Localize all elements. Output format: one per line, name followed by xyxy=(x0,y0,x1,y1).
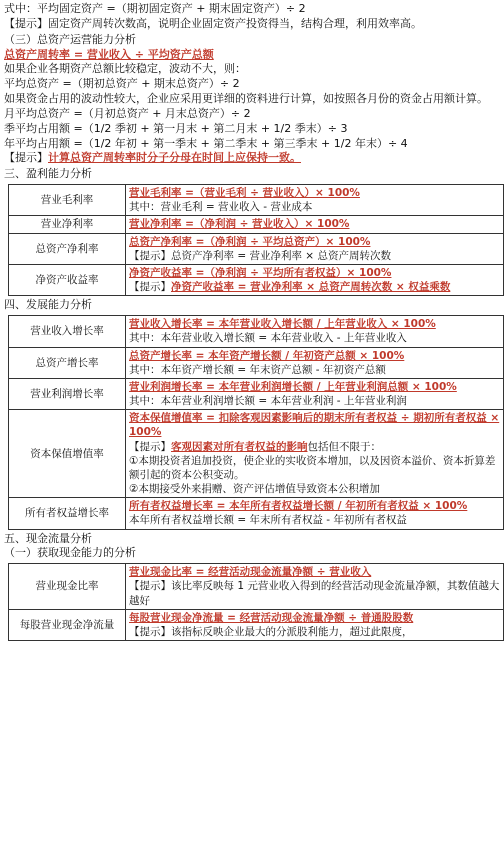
row-formula: 营业毛利率 =（营业毛利 ÷ 营业收入）× 100% xyxy=(129,187,360,200)
row-name: 总资产增长率 xyxy=(9,347,126,378)
table-row xyxy=(9,233,504,264)
cashflow-heading: 五、现金流量分析 xyxy=(4,531,92,545)
row-formula: 资本保值增值率 = 扣除客观因素影响后的期末所有者权益 ÷ 期初所有者权益 × 100% xyxy=(129,412,500,439)
tip-prefix: 【提示】 xyxy=(4,151,48,165)
row-note: 其中：本年资产增长额 = 年末资产总额 - 年初资产总额 xyxy=(129,363,386,376)
fixed-asset-tip xyxy=(4,17,500,32)
row-note: 本年所有者权益增长额 = 年末所有者权益 - 年初所有者权益 xyxy=(129,514,407,527)
list-item: ①本期投资者追加投资，使企业的实收资本增加，以及因资本溢价、资本折算差额引起的资本公积变动。 xyxy=(129,454,496,481)
row-note: 其中：营业毛利 = 营业收入 - 营业成本 xyxy=(129,201,313,214)
row-content xyxy=(126,378,504,409)
row-name: 营业现金比率 xyxy=(9,564,126,610)
row-note: 【提示】该比率反映每 1 元营业收入得到的经营活动现金流量净额，其数值越大越好 xyxy=(129,580,500,607)
section3-p5: 季平均占用额 =（1/2 季初 + 第一月末 + 第二月末 + 1/2 季末）÷ 3 xyxy=(4,121,348,135)
row-name: 营业毛利率 xyxy=(9,185,126,216)
row-formula: 总资产增长率 = 本年资产增长额 / 年初资产总额 × 100% xyxy=(129,349,405,362)
fixed-asset-formula: 式中：平均固定资产 =（期初固定资产 + 期末固定资产）÷ 2 xyxy=(4,2,306,15)
row-content xyxy=(126,316,504,347)
row-note: 其中：本年营业利润增长额 = 本年营业利润 - 上年营业利润 xyxy=(129,395,407,408)
table-row xyxy=(9,347,504,378)
table-row xyxy=(9,564,504,610)
table-row xyxy=(9,316,504,347)
row-formula: 每股营业现金净流量 = 经营活动现金流量净额 ÷ 普通股股数 xyxy=(129,611,414,624)
row-formula: 营业利润增长率 = 本年营业利润增长额 / 上年营业利润总额 × 100% xyxy=(129,380,457,393)
row-note xyxy=(129,280,500,294)
row-content xyxy=(126,185,504,216)
row-content xyxy=(126,498,504,529)
section3-tip xyxy=(4,151,500,166)
list-item: ②本期接受外来捐赠、资产评估增值导致资本公积增加 xyxy=(129,483,380,496)
profit-heading: 三、盈利能力分析 xyxy=(4,167,92,181)
row-name: 资本保值增值率 xyxy=(9,410,126,498)
row-content xyxy=(126,347,504,378)
row-content xyxy=(126,216,504,233)
row-name: 营业利润增长率 xyxy=(9,378,126,409)
section3-p6: 年平均占用额 =（1/2 年初 + 第一季末 + 第二季末 + 第三季末 + 1/2 年末）÷ 4 xyxy=(4,136,408,150)
row-content xyxy=(126,233,504,264)
section3-p3: 如果资金占用的波动性较大，企业应采用更详细的资料进行计算，如按照各月份的资金占用额计算。 xyxy=(4,92,488,106)
table-row xyxy=(9,498,504,529)
section3-heading: （三）总资产运营能力分析 xyxy=(4,32,136,46)
tip-prefix: 【提示】 xyxy=(129,440,171,453)
row-content xyxy=(126,410,504,498)
row-name: 总资产净利率 xyxy=(9,233,126,264)
table-row xyxy=(9,378,504,409)
table-row xyxy=(9,609,504,640)
row-content xyxy=(126,264,504,295)
tip-red: 净资产收益率 = 营业净利率 × 总资产周转次数 × 权益乘数 xyxy=(171,281,451,294)
cashflow-subheading: （一）获取现金能力的分析 xyxy=(4,546,136,560)
row-content xyxy=(126,564,504,610)
row-formula: 总资产净利率 =（净利润 ÷ 平均总资产）× 100% xyxy=(129,235,371,248)
tip-prefix: 【提示】 xyxy=(4,16,48,30)
row-note: 其中：本年营业收入增长额 = 本年营业收入 - 上年营业收入 xyxy=(129,332,407,345)
row-name: 每股营业现金净流量 xyxy=(9,609,126,640)
row-formula: 净资产收益率 =（净利润 ÷ 平均所有者权益）× 100% xyxy=(129,266,392,279)
tip-rest: 包括但不限于： xyxy=(307,440,381,453)
row-note: 【提示】该指标反映企业最大的分派股利能力，超过此限度， xyxy=(129,625,413,638)
profit-table xyxy=(8,184,504,296)
row-name: 净资产收益率 xyxy=(9,264,126,295)
row-formula: 所有者权益增长率 = 本年所有者权益增长额 / 年初所有者权益 × 100% xyxy=(129,500,468,513)
tip-prefix: 【提示】 xyxy=(129,281,171,294)
asset-turnover-formula: 总资产周转率 = 营业收入 ÷ 平均资产总额 xyxy=(4,47,214,61)
table-row xyxy=(9,410,504,498)
row-content xyxy=(126,609,504,640)
section3-p2: 平均总资产 =（期初总资产 + 期末总资产）÷ 2 xyxy=(4,77,240,91)
row-name: 所有者权益增长率 xyxy=(9,498,126,529)
table-row xyxy=(9,185,504,216)
growth-table xyxy=(8,315,504,529)
cashflow-table xyxy=(8,563,504,641)
section3-p4: 月平均总资产 =（月初总资产 + 月末总资产）÷ 2 xyxy=(4,106,251,120)
growth-heading: 四、发展能力分析 xyxy=(4,298,92,312)
row-note: 【提示】总资产净利率 = 营业净利率 × 总资产周转次数 xyxy=(129,249,391,262)
row-formula: 营业现金比率 = 经营活动现金流量净额 ÷ 营业收入 xyxy=(129,566,372,579)
section3-p1: 如果企业各期资产总额比较稳定，波动不大，则： xyxy=(4,62,246,76)
row-formula: 营业收入增长率 = 本年营业收入增长额 / 上年营业收入 × 100% xyxy=(129,318,436,331)
table-row xyxy=(9,264,504,295)
row-tip xyxy=(129,440,500,454)
row-name: 营业净利率 xyxy=(9,216,126,233)
row-name: 营业收入增长率 xyxy=(9,316,126,347)
row-formula: 营业净利率 =（净利润 ÷ 营业收入）× 100% xyxy=(129,218,350,231)
tip-red: 客观因素对所有者权益的影响 xyxy=(171,440,308,453)
tip-text: 固定资产周转次数高，说明企业固定资产投资得当，结构合理，利用效率高。 xyxy=(48,16,422,30)
table-row xyxy=(9,216,504,233)
tip-red: 计算总资产周转率时分子分母在时间上应保持一致。 xyxy=(48,151,301,165)
